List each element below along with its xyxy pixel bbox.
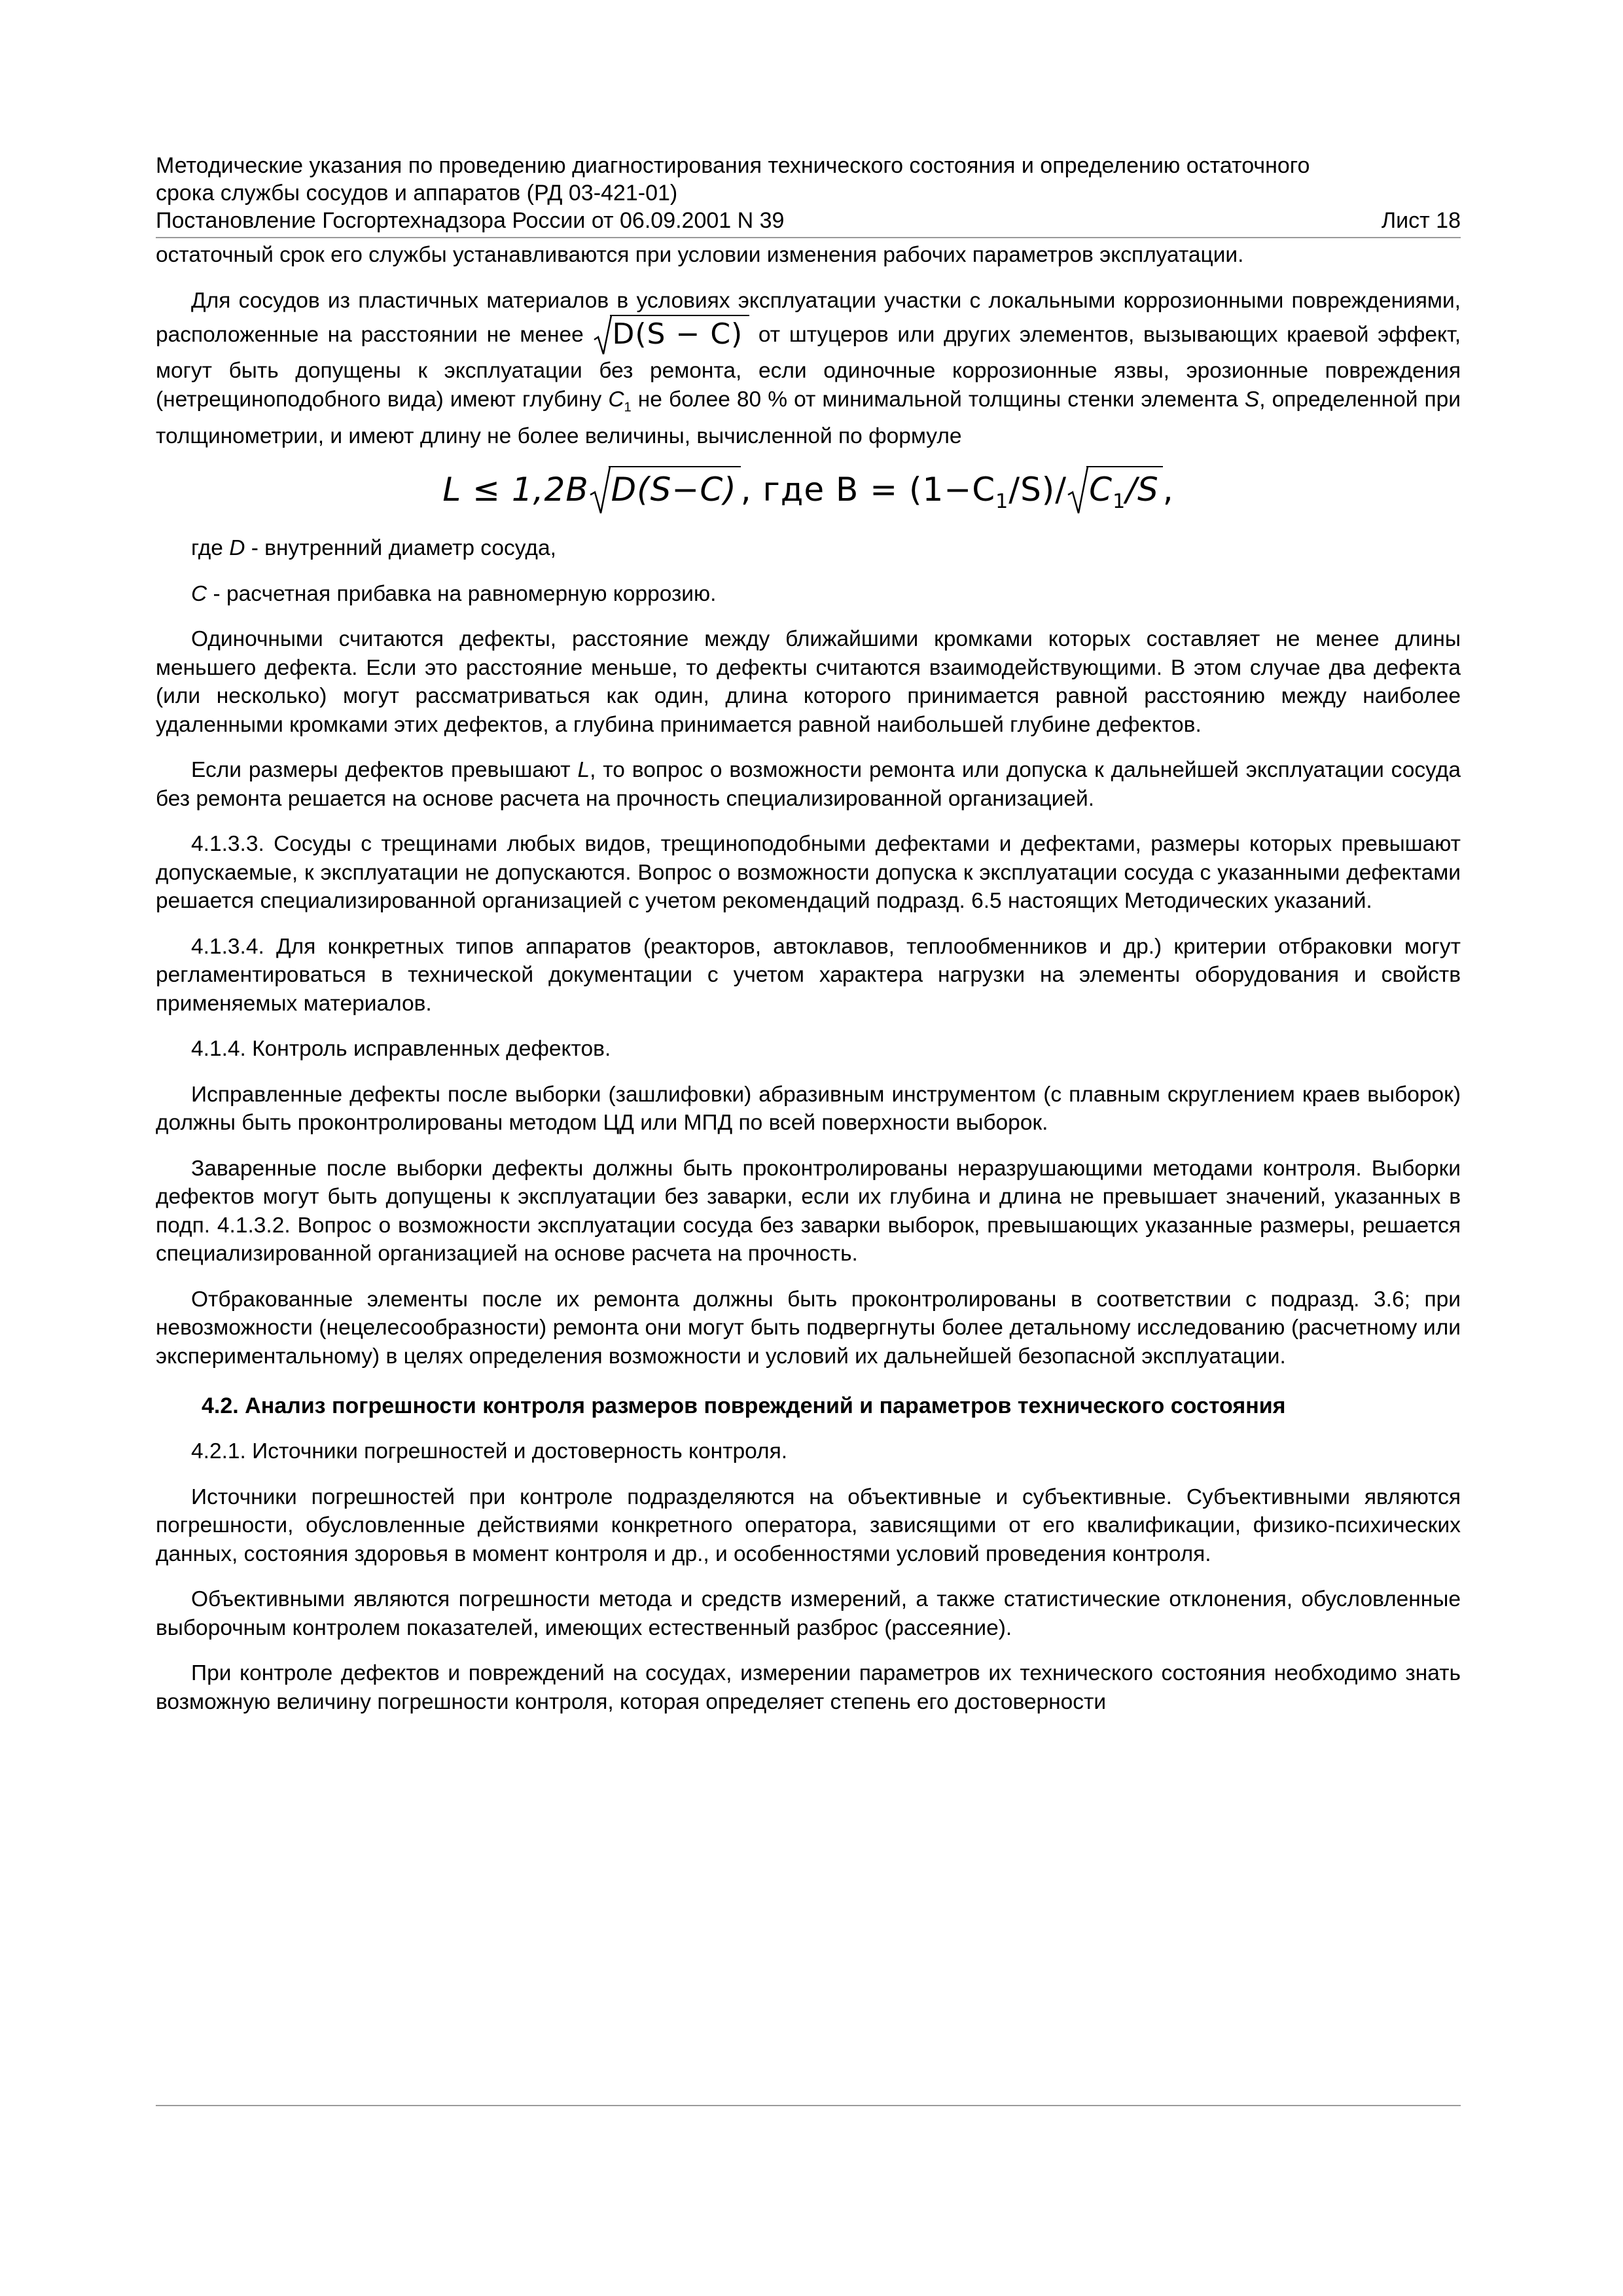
paragraph-5 <box>156 756 1461 813</box>
radical-sign-icon <box>589 466 611 514</box>
formula-sqrt-2-a: C <box>1089 471 1113 509</box>
inline-sqrt-content: D(S − C) <box>612 317 743 351</box>
formula-end: , <box>1162 471 1174 509</box>
p1-s: S <box>1244 387 1260 412</box>
p5-l: L <box>577 758 590 783</box>
paragraph-6: 4.1.3.3. Сосуды с трещинами любых видов, трещиноподобными дефектами и дефектами, размеры которых превышают допускаемые, к эксплуатации не допускаются. Вопрос о возможности допуска к эксплуатации сосуда с указанными дефектами решается специализированной организацией с учетом рекомендаций подразд. 6.5 настоящих Методических указаний. <box>156 832 1461 914</box>
header-title-line-2: срока службы сосудов и аппаратов (РД 03-421-01) <box>156 181 678 206</box>
formula-mid: , где B = (1−C <box>740 471 996 509</box>
formula-mid-2: /S)/ <box>1008 471 1067 509</box>
formula-sqrt-2 <box>1067 459 1163 532</box>
document-page <box>156 152 1461 1716</box>
radical-sign-icon <box>593 315 613 357</box>
formula-left: L ≤ 1,2B <box>442 471 589 509</box>
formula-sqrt-1-content: D(S−C) <box>611 471 737 509</box>
footer-rule <box>156 2105 1461 2106</box>
p1-c1-sub: 1 <box>624 400 632 415</box>
p1-text-d: , определенной при толщинометрии, и имеют длину не более величины, вычисленной по формуле <box>156 387 1461 448</box>
p3-c: C <box>191 581 207 606</box>
paragraph-8: 4.1.4. Контроль исправленных дефектов. <box>191 1037 611 1062</box>
p2-text: - внутренний диаметр сосуда, <box>245 536 556 561</box>
p1-text-c: не более 80 % от минимальной толщины стенки элемента <box>637 387 1238 412</box>
p1-text-b: от штуцеров или других элементов, вызывающих краевой эффект, могут быть допущены к эксплуатации без ремонта, если одиночные коррозионные язвы, эрозионные повреждения (нетрещиноподобного вида) имеют глубину <box>156 322 1461 412</box>
p5-text-b: , то вопрос о возможности ремонта или допуска к дальнейшей эксплуатации сосуда без ремонта решается на основе расчета на прочность специализированной организацией. <box>156 758 1461 811</box>
paragraph-3 <box>156 580 1461 609</box>
paragraph-14: Объективными являются погрешности метода и средств измерений, а также статистические отклонения, обусловленные выборочным контролем показателей, имеющих естественный разброс (рассеяние). <box>156 1587 1461 1640</box>
p3-text: - расчетная прибавка на равномерную коррозию. <box>207 581 717 606</box>
paragraph-1 <box>156 287 1461 451</box>
formula-sqrt-1 <box>589 459 741 520</box>
header-meta-row <box>156 207 1461 234</box>
paragraph-7: 4.1.3.4. Для конкретных типов аппаратов (реакторов, автоклавов, теплообменников и др.) критерии отбраковки могут регламентироваться в технической документации с учетом характера нагрузки на элементы оборудования и свойств применяемых материалов. <box>156 934 1461 1016</box>
radical-sign-icon <box>1067 466 1089 514</box>
p5-text-a: Если размеры дефектов превышают <box>191 758 578 783</box>
paragraph-0: остаточный срок его службы устанавливаются при условии изменения рабочих параметров эксплуатации. <box>156 243 1244 267</box>
formula-sqrt-2-sub: 1 <box>1113 490 1126 514</box>
p2-d: D <box>229 536 245 561</box>
formula-sqrt-2-b: /S <box>1126 471 1159 509</box>
header-decree: Постановление Госгортехнадзора России от 06.09.2001 N 39 <box>156 208 785 233</box>
paragraph-2 <box>156 534 1461 563</box>
paragraph-13: Источники погрешностей при контроле подразделяются на объективные и субъективные. Субъективными являются погрешности, обусловленные действиями конкретного оператора, зависящими от его квалификации, физико-психических данных, состояния здоровья в момент контроля и др., и особенностями условий проведения контроля. <box>156 1484 1461 1566</box>
paragraph-10: Заваренные после выборки дефекты должны быть проконтролированы неразрушающими методами контроля. Выборки дефектов могут быть допущены к эксплуатации без заварки, если их глубина и длина не превышает значений, указанных в подп. 4.1.3.2. Вопрос о возможности эксплуатации сосуда без заварки выборок, превышающих указанные размеры, решается специализированной организацией на основе расчета на прочность. <box>156 1156 1461 1266</box>
p1-c1: C <box>608 387 624 412</box>
length-formula <box>156 459 1461 520</box>
section-heading: 4.2. Анализ погрешности контроля размеров повреждений и параметров технического состояния <box>202 1393 1286 1419</box>
paragraph-12: 4.2.1. Источники погрешностей и достоверность контроля. <box>191 1439 788 1464</box>
paragraph-15: При контроле дефектов и повреждений на сосудах, измерении параметров их технического состояния необходимо знать возможную величину погрешности контроля, которая определяет степень его достоверности <box>156 1661 1461 1714</box>
paragraph-11: Отбракованные элементы после их ремонта должны быть проконтролированы в соответствии с подразд. 3.6; при невозможности (нецелесообразности) ремонта они могут быть подвергнуты более детальному исследованию (расчетному или экспериментальному) в целях определения возможности и условий их дальнейшей безопасной эксплуатации. <box>156 1287 1461 1369</box>
sheet-number: Лист 18 <box>1381 208 1461 233</box>
paragraph-9: Исправленные дефекты после выборки (зашлифовки) абразивным инструментом (с плавным скруглением краев выборок) должны быть проконтролированы методом ЦД или МПД по всей поверхности выборок. <box>156 1082 1461 1136</box>
header-title-line-1: Методические указания по проведению диагностирования технического состояния и определению остаточного <box>156 153 1310 178</box>
p1-text-a: Для сосудов из пластичных материалов в условиях эксплуатации участки с локальными коррозионными повреждениями, расположенные на расстоянии не менее <box>156 288 1461 347</box>
inline-sqrt-formula <box>593 315 750 357</box>
formula-sub: 1 <box>995 490 1009 514</box>
paragraph-4: Одиночными считаются дефекты, расстояние между ближайшими кромками которых составляет не менее длины меньшего дефекта. Если это расстояние меньше, то дефекты считаются взаимодействующими. В этом случае два дефекта (или несколько) могут рассматриваться как один, длина которого принимается равной расстоянию между наиболее удаленными кромками этих дефектов, а глубина принимается равной наибольшей глубине дефектов. <box>156 627 1461 737</box>
header-rule <box>156 237 1461 238</box>
p2-pre: где <box>191 536 230 561</box>
